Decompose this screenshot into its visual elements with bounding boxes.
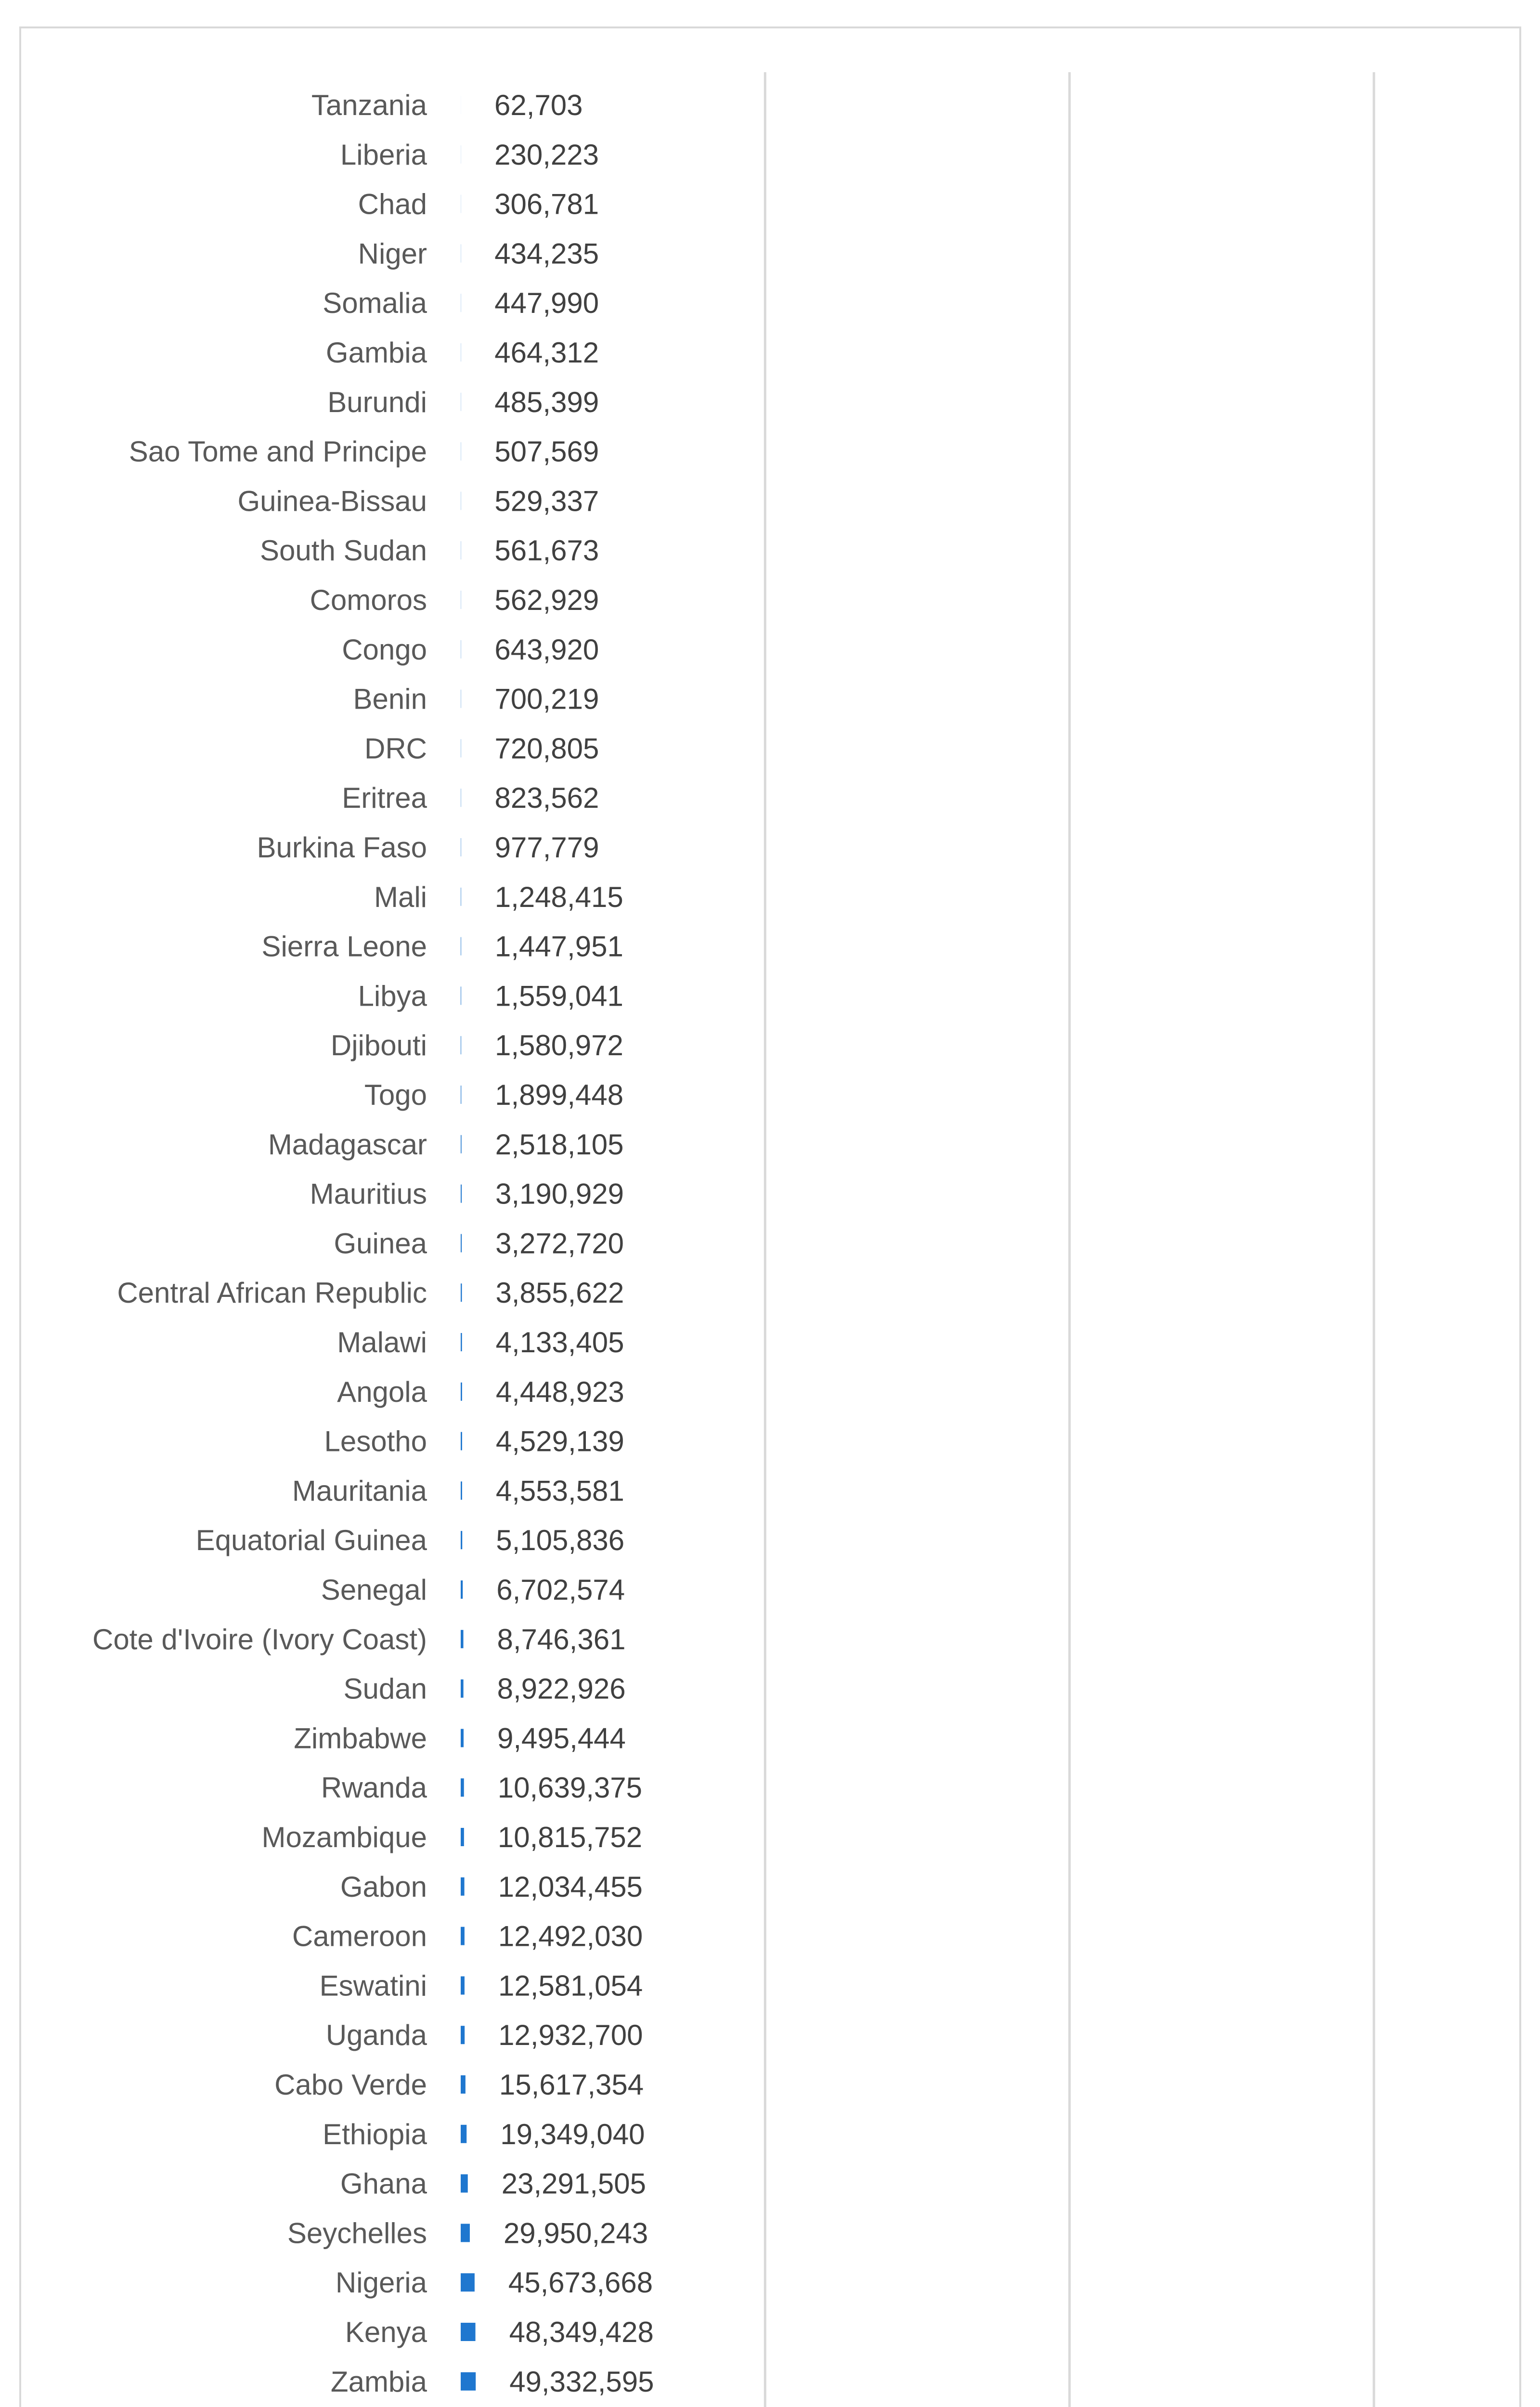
category-label: Cote d'Ivoire (Ivory Coast) xyxy=(92,1623,427,1656)
category-label: Ethiopia xyxy=(323,2118,427,2150)
category-label: Cabo Verde xyxy=(274,2069,427,2101)
value-label: 10,639,375 xyxy=(497,1772,643,1804)
value-label: 5,105,836 xyxy=(496,1524,625,1557)
bar-madagascar xyxy=(461,1135,462,1153)
category-label: Burundi xyxy=(327,386,427,418)
value-label: 1,899,448 xyxy=(495,1079,624,1111)
value-label: 977,779 xyxy=(494,831,599,864)
category-label: Zimbabwe xyxy=(294,1722,427,1755)
value-label: 62,703 xyxy=(494,89,583,121)
value-labels xyxy=(494,89,1426,2407)
category-label: Somalia xyxy=(323,287,427,320)
bar-malawi xyxy=(461,1333,462,1351)
bar-angola xyxy=(461,1383,462,1401)
bar-cote-d-ivoire-ivory-coast- xyxy=(461,1630,464,1648)
bar-zambia xyxy=(461,2372,476,2391)
value-label: 6,702,574 xyxy=(496,1574,625,1606)
category-label: DRC xyxy=(364,732,427,765)
category-label: Djibouti xyxy=(330,1029,427,1062)
value-label: 700,219 xyxy=(494,683,599,715)
category-label: Zambia xyxy=(330,2365,427,2398)
value-label: 48,349,428 xyxy=(509,2316,654,2348)
value-label: 561,673 xyxy=(494,534,599,567)
bar-senegal xyxy=(461,1580,463,1599)
value-label: 4,448,923 xyxy=(495,1375,624,1408)
value-label: 49,332,595 xyxy=(509,2365,654,2398)
value-label: 15,617,354 xyxy=(499,2069,644,2101)
value-label: 434,235 xyxy=(494,237,599,270)
value-label: 29,950,243 xyxy=(503,2217,648,2250)
category-label: Cameroon xyxy=(292,1920,427,1953)
value-label: 529,337 xyxy=(494,485,599,518)
bar-mauritania xyxy=(461,1481,462,1500)
category-label: Eswatini xyxy=(319,1969,427,2002)
value-label: 1,447,951 xyxy=(494,930,623,963)
bar-mozambique xyxy=(461,1828,464,1846)
bar-nigeria xyxy=(461,2273,475,2291)
category-label: Mozambique xyxy=(261,1821,427,1853)
bar-lesotho xyxy=(461,1432,462,1450)
bar-gabon xyxy=(461,1877,465,1896)
category-label: Seychelles xyxy=(287,2217,427,2250)
value-label: 1,248,415 xyxy=(494,880,623,913)
category-label: Guinea xyxy=(334,1227,427,1260)
bar-zimbabwe xyxy=(461,1729,464,1747)
category-label: Sao Tome and Principe xyxy=(129,435,427,468)
value-label: 8,746,361 xyxy=(497,1623,626,1656)
bar-eswatini xyxy=(461,1976,465,1994)
value-label: 4,529,139 xyxy=(495,1425,624,1458)
bar-cameroon xyxy=(461,1927,465,1945)
bar-cabo-verde xyxy=(461,2075,466,2094)
value-label: 4,133,405 xyxy=(495,1326,624,1359)
category-label: Ghana xyxy=(340,2167,427,2200)
value-label: 23,291,505 xyxy=(501,2167,647,2200)
value-label: 643,920 xyxy=(494,633,599,666)
bar-kenya xyxy=(461,2323,476,2341)
category-label: Niger xyxy=(358,237,427,270)
value-label: 230,223 xyxy=(494,138,599,171)
category-label: Madagascar xyxy=(268,1128,427,1161)
category-label: Liberia xyxy=(340,138,427,171)
value-label: 1,580,972 xyxy=(494,1029,623,1062)
value-label: 19,349,040 xyxy=(500,2118,645,2150)
bar-ethiopia xyxy=(461,2125,466,2143)
gridlines xyxy=(765,72,1374,2407)
category-label: Lesotho xyxy=(324,1425,427,1458)
category-label: Uganda xyxy=(325,2019,427,2052)
bar-central-african-republic xyxy=(461,1283,462,1302)
bar-seychelles xyxy=(461,2224,470,2242)
category-label: Gabon xyxy=(340,1870,427,1903)
category-label: Kenya xyxy=(345,2316,427,2348)
category-label: Sierra Leone xyxy=(261,930,427,963)
value-label: 2,518,105 xyxy=(495,1128,624,1161)
category-label: Equatorial Guinea xyxy=(195,1524,427,1557)
bar-sudan xyxy=(461,1680,464,1698)
bar-uganda xyxy=(461,2026,465,2044)
value-label: 3,272,720 xyxy=(495,1227,624,1260)
category-label: Sudan xyxy=(343,1672,427,1705)
value-label: 447,990 xyxy=(494,287,599,320)
category-label: Malawi xyxy=(337,1326,427,1359)
category-label: Comoros xyxy=(310,584,427,616)
value-label: 720,805 xyxy=(494,732,599,765)
category-label: Libya xyxy=(358,980,427,1012)
bar-mauritius xyxy=(461,1185,462,1203)
category-label: Tanzania xyxy=(311,89,427,121)
category-label: Eritrea xyxy=(342,782,427,815)
value-label: 8,922,926 xyxy=(497,1672,626,1705)
value-label: 3,855,622 xyxy=(495,1277,624,1309)
category-label: Guinea-Bissau xyxy=(237,485,427,518)
value-label: 12,581,054 xyxy=(498,1969,643,2002)
value-label: 45,673,668 xyxy=(508,2266,653,2299)
value-label: 12,492,030 xyxy=(498,1920,643,1953)
value-label: 507,569 xyxy=(494,435,599,468)
category-label: Central African Republic xyxy=(117,1277,427,1309)
category-label: Chad xyxy=(358,188,427,220)
category-labels xyxy=(92,89,427,2407)
category-label: Angola xyxy=(337,1375,427,1408)
bar-rwanda xyxy=(461,1778,464,1797)
category-label: Rwanda xyxy=(321,1772,427,1804)
value-label: 306,781 xyxy=(494,188,599,220)
category-label: Burkina Faso xyxy=(257,831,427,864)
value-label: 562,929 xyxy=(494,584,599,616)
value-label: 823,562 xyxy=(494,782,599,815)
value-label: 12,932,700 xyxy=(498,2019,643,2052)
value-label: 3,190,929 xyxy=(495,1178,624,1210)
bar-ghana xyxy=(461,2174,468,2193)
bar-guinea xyxy=(461,1234,462,1252)
category-label: Togo xyxy=(364,1079,427,1111)
value-label: 12,034,455 xyxy=(498,1870,643,1903)
category-label: South Sudan xyxy=(260,534,427,567)
category-label: Congo xyxy=(342,633,427,666)
category-label: Benin xyxy=(353,683,427,715)
value-label: 485,399 xyxy=(494,386,599,418)
value-label: 10,815,752 xyxy=(497,1821,643,1853)
value-label: 464,312 xyxy=(494,336,599,369)
category-label: Mauritania xyxy=(292,1475,427,1507)
category-label: Mali xyxy=(374,880,427,913)
value-label: 4,553,581 xyxy=(495,1475,624,1507)
value-label: 9,495,444 xyxy=(497,1722,626,1755)
bar-equatorial-guinea xyxy=(461,1531,462,1549)
category-label: Mauritius xyxy=(310,1178,427,1210)
value-label: 1,559,041 xyxy=(494,980,623,1012)
category-label: Senegal xyxy=(321,1574,427,1606)
category-label: Nigeria xyxy=(335,2266,427,2299)
category-label: Gambia xyxy=(325,336,427,369)
